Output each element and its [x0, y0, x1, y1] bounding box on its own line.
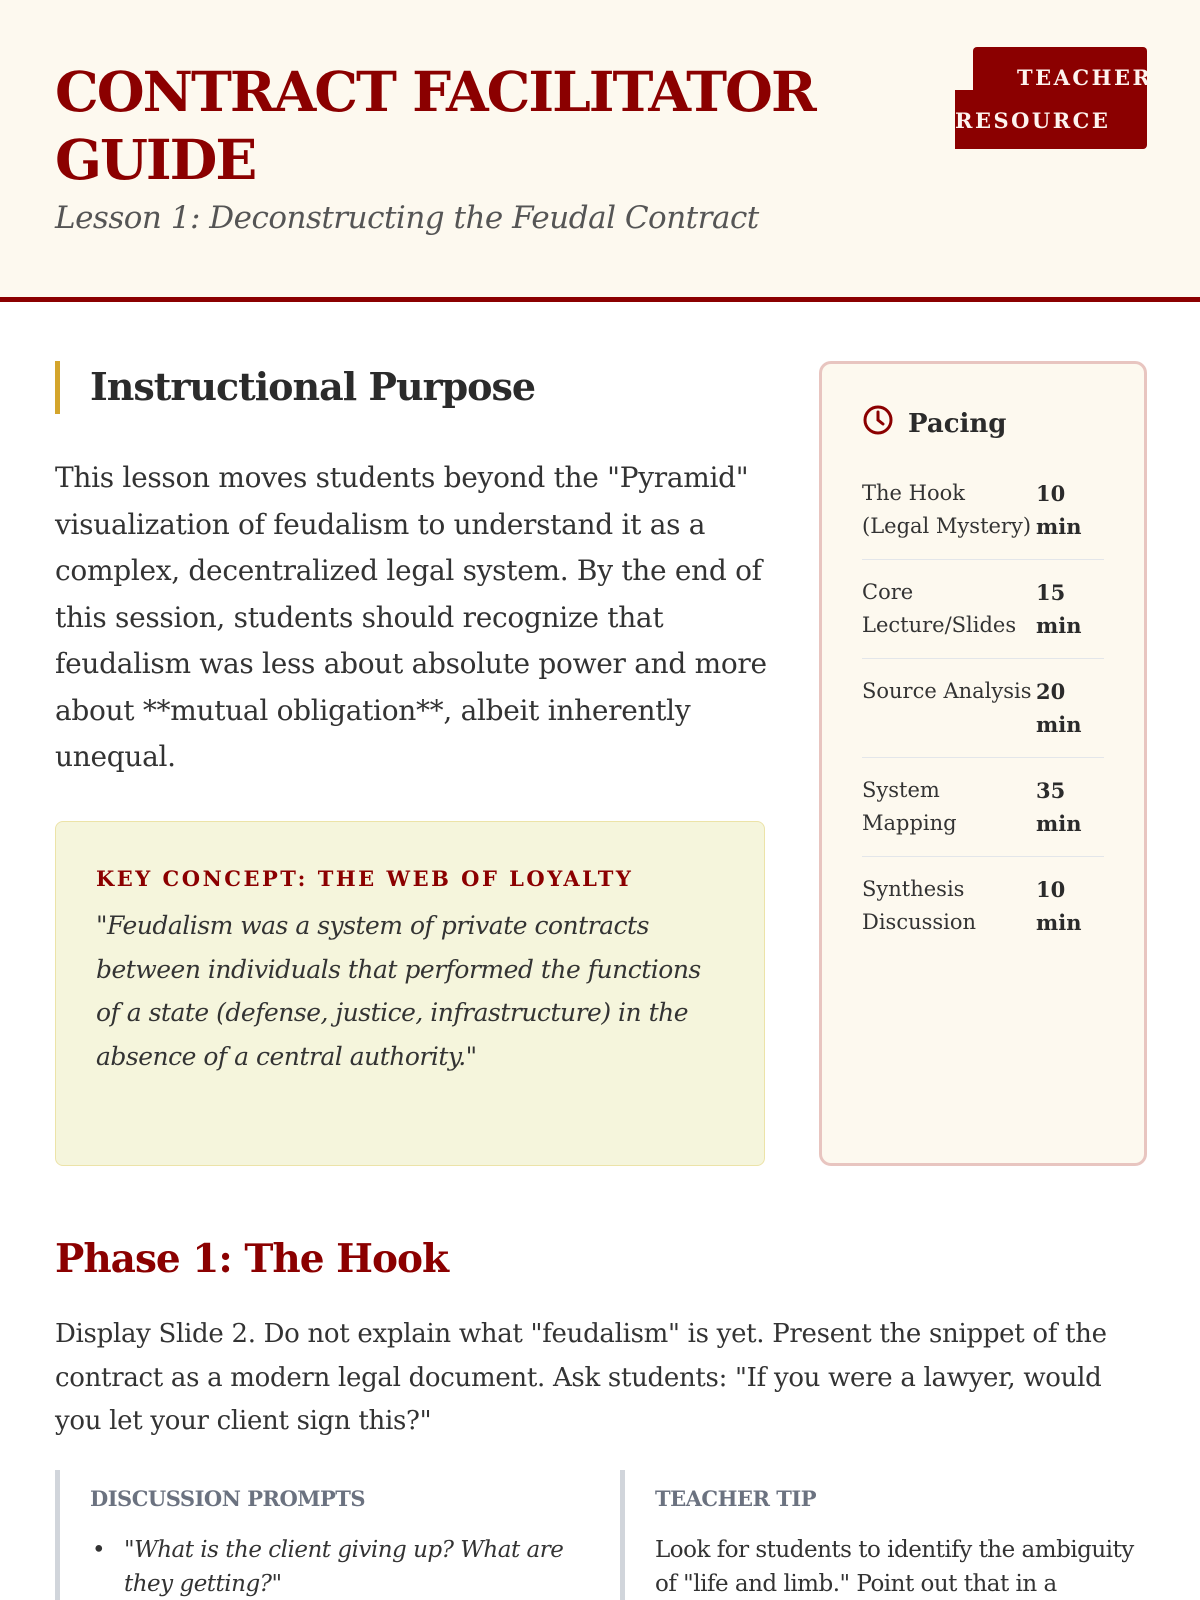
lesson-subtitle: Lesson 1: Deconstructing the Feudal Contract — [55, 200, 759, 236]
discussion-prompts-heading: DISCUSSION PROMPTS — [90, 1486, 366, 1511]
pacing-label: Core Lecture/Slides — [862, 580, 1017, 637]
discussion-prompts-column — [55, 1470, 615, 1600]
pacing-row — [862, 461, 1104, 560]
page-title: CONTRACT FACILITATOR GUIDE — [55, 59, 815, 192]
phase1-heading: Phase 1: The Hook — [55, 1236, 449, 1282]
list-item: • "What is the client giving up? What are they getting?" — [90, 1533, 615, 1600]
pacing-row — [862, 857, 1104, 955]
key-concept-box — [55, 821, 765, 1166]
teacher-resource-badge — [955, 47, 1153, 149]
prompt-list — [90, 1533, 615, 1600]
pacing-duration: 20 min — [1036, 679, 1082, 737]
pacing-duration: 15 min — [1036, 580, 1082, 638]
instructional-purpose-text: This lesson moves students beyond the "Pyramid" visualization of feudalism to understand it as a complex, decentralized legal system. By the end of this session, students should recognize that feudalism was less about absolute power and more about **mutual obligation**, albeit inherently unequal. — [55, 461, 767, 773]
pacing-duration: 35 min — [1036, 778, 1082, 836]
pacing-heading: Pacing — [908, 408, 1007, 439]
pacing-label: The Hook (Legal Mystery) — [862, 481, 1032, 538]
instructional-purpose-heading: Instructional Purpose — [55, 361, 535, 414]
phase1-text: Display Slide 2. Do not explain what "feudalism" is yet. Present the snippet of the contract as a modern legal document. Ask students: "If you were a lawyer, would you let your client sign this?" — [55, 1319, 1107, 1436]
pacing-header — [862, 404, 1104, 443]
badge-line2: RESOURCE — [955, 108, 1111, 133]
pacing-duration: 10 min — [1036, 481, 1082, 539]
pacing-row — [862, 659, 1104, 758]
pacing-label: Source Analysis — [862, 679, 1032, 703]
badge-line1: TEACHER — [1017, 65, 1153, 90]
clock-icon — [862, 404, 894, 443]
pacing-row — [862, 560, 1104, 659]
key-concept-label: KEY CONCEPT: THE WEB OF LOYALTY — [96, 866, 634, 891]
pacing-label: Synthesis Discussion — [862, 877, 977, 934]
teacher-tip-column — [620, 1470, 1160, 1600]
key-concept-quote: "Feudalism was a system of private contracts between individuals that performed the functions of a state (defense, justice, infrastructure) in the absence of a central authority." — [96, 911, 701, 1071]
pacing-label: System Mapping — [862, 778, 957, 835]
pacing-row — [862, 758, 1104, 857]
teacher-tip-heading: TEACHER TIP — [655, 1486, 816, 1511]
pacing-duration: 10 min — [1036, 877, 1082, 935]
page-header — [0, 0, 1200, 302]
teacher-tip-text: Look for students to identify the ambiguity of "life and limb." Point out that in a — [655, 1537, 1134, 1597]
pacing-panel — [819, 361, 1147, 1166]
